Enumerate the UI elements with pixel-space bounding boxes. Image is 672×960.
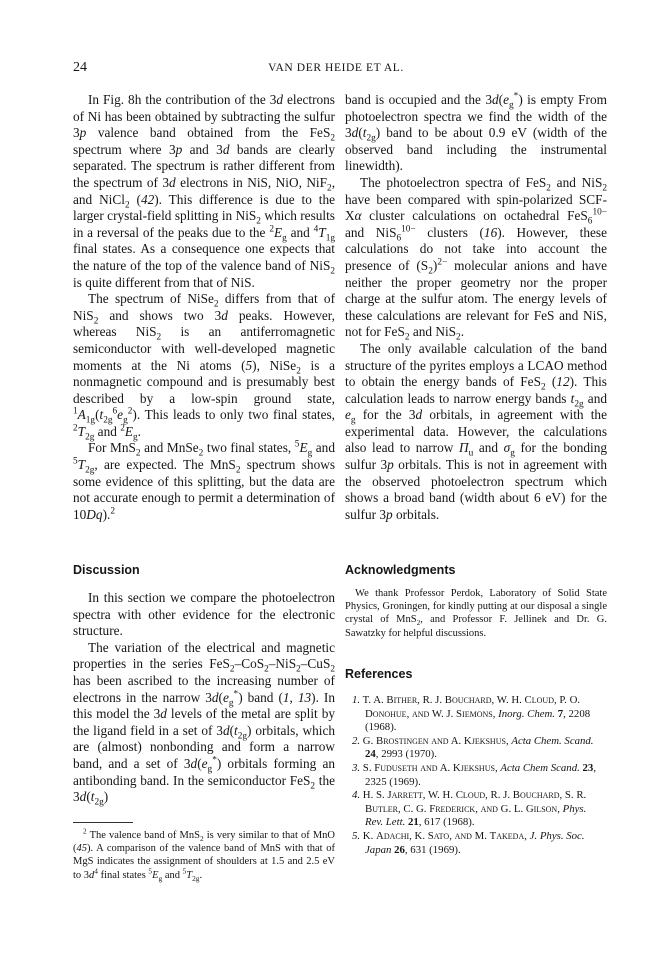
discussion-body bbox=[73, 590, 335, 806]
reference-item: 2. G. Brostingen and A. Kjekshus, Acta Chem. Scand. 24, 2993 (1970). bbox=[352, 734, 594, 761]
reference-item: 5. K. Adachi, K. Sato, and M. Takeda, J. Phys. Soc. Japan 26, 631 (1969). bbox=[352, 829, 585, 856]
reference-item: 3. S. Fuduseth and A. Kjekshus, Acta Chem Scand. 23, 2325 (1969). bbox=[352, 761, 597, 788]
section-heading-discussion: Discussion bbox=[73, 563, 140, 577]
paragraph: The spectrum of NiSe$_2$ differs from that of NiS$_2$ and shows two 3d peaks. However, whereas NiS$_2$ is an antiferromagnetic semiconductor with well-developed magnetic moments at the Ni atoms (5), NiSe$_2$ is a nonmagnetic compound and is presumably best described by a low-spin ground state, $^1A_{1g}(t_{2g}^6e_g^2)$. This leads to only two final states, $^2T_{2g}$ and $^2E_g$. bbox=[73, 291, 336, 443]
paragraph: For MnS$_2$ and MnSe$_2$ two final states, $^5E_g$ and $^5T_{2g}$, are expected. The MnS$_2$ spectrum shows some evidence of this splitting, but the data are not accurate enough to permit a determination of 10Dq).$^2$ bbox=[73, 440, 335, 522]
reference-item: 4. H. S. Jarrett, W. H. Cloud, R. J. Bouchard, S. R. Butler, C. G. Frederick, and G. L. Gilson, Phys. Rev. Lett. 21, 617 (1968). bbox=[352, 789, 587, 829]
running-head: VAN DER HEIDE ET AL. bbox=[268, 62, 404, 74]
footnote-rule bbox=[73, 822, 133, 823]
paragraph: In Fig. 8h the contribution of the 3d electrons of Ni has been obtained by subtracting the sulfur 3p valence band obtained from the FeS$_2$ spectrum where 3p and 3d bands are clearly separated. The spectrum is rather different from the spectrum of 3d electrons in NiS, NiO, NiF$_2$, and NiCl$_2$ (42). This difference is due to the larger crystal-field splitting in NiS$_2$ which results in a reversal of the peaks due to the $^2E_g$ and $^4T_{1g}$ final states. As a consequence one expects that the nature of the top of the valence band of NiS$_2$ is quite different from that of NiS. bbox=[73, 92, 336, 290]
right-column bbox=[345, 92, 607, 523]
acknowledgments-body bbox=[345, 587, 607, 640]
references-list bbox=[345, 694, 607, 857]
paragraph: In this section we compare the photoelectron spectra with other evidence for the electronic structure. bbox=[73, 590, 335, 639]
paragraph: We thank Professor Perdok, Laboratory of Solid State Physics, Groningen, for kindly putting at our disposal a single crystal of MnS$_2$, and Professor F. Jellinek and Dr. G. Sawatzky for helpful discussions. bbox=[345, 588, 607, 639]
left-column bbox=[73, 92, 335, 523]
paragraph: The only available calculation of the band structure of the pyrites employs a LCAO method to obtain the energy bands of FeS$_2$ (12). This calculation leads to narrow energy bands $t_{2g}$ and $e_g$ for the 3d orbitals, in agreement with the experimental data. However, the calculations also lead to narrow $\Pi_u$ and $\sigma_g$ for the bonding sulfur 3p orbitals. This is not in agreement with the observed photoelectron spectrum which shows a broad band (width about 6 eV) for the sulfur 3p orbitals. bbox=[345, 340, 607, 522]
paragraph: The variation of the electrical and magnetic properties in the series FeS$_2$–CoS$_2$–NiS$_2$–CuS$_2$ has been ascribed to the increasing number of electrons in the narrow $3d(e_g^*)$ band (1, 13). In this model the 3d levels of the metal are split by the ligand field in a set of $3d(t_{2g})$ orbitals, which are (almost) nonbonding and form a narrow band, and a set of $3d(e_g^*)$ orbitals forming an antibonding band. In the semiconductor FeS$_2$ the $3d(t_{2g})$ bbox=[73, 639, 335, 808]
page-number: 24 bbox=[73, 60, 87, 75]
footnote bbox=[73, 826, 336, 883]
reference-item: 1. T. A. Bither, R. J. Bouchard, W. H. Cloud, P. O. Donohue, and W. J. Siemons, Inorg. Chem. 7, 2208 (1968). bbox=[352, 694, 591, 734]
section-heading-references: References bbox=[345, 667, 413, 681]
paragraph: The photoelectron spectra of FeS$_2$ and NiS$_2$ have been compared with spin-polarized SCF-Xα cluster calculations on octahedral FeS$_6^{10-}$ and NiS$_6^{10-}$ clusters (16). However, these calculations do not take into account the presence of $(S_2)^{2-}$ molecular anions and have neither the proper geometry nor the proper charge at the sulfur atom. The energy levels of these calculations are relevant for FeS and NiS, not for FeS$_2$ and NiS$_2$. bbox=[345, 174, 607, 343]
footnote-text: $^2$ The valence band of MnS$_2$ is very similar to that of MnO (45). A comparison of the valence band of MnS with that of MgS indicates the assignment of shoulders at 1.5 and 2.5 eV to $3d^4$ final states $^5E_g$ and $^5T_{2g}$. bbox=[73, 826, 336, 883]
paragraph: band is occupied and the $3d(e_g^*)$ is empty From photoelectron spectra we find the width of the $3d(t_{2g})$ band to be about 0.9 eV (width of the observed band including the instrumental linewidth). bbox=[345, 91, 607, 174]
section-heading-acknowledgments: Acknowledgments bbox=[345, 563, 456, 577]
